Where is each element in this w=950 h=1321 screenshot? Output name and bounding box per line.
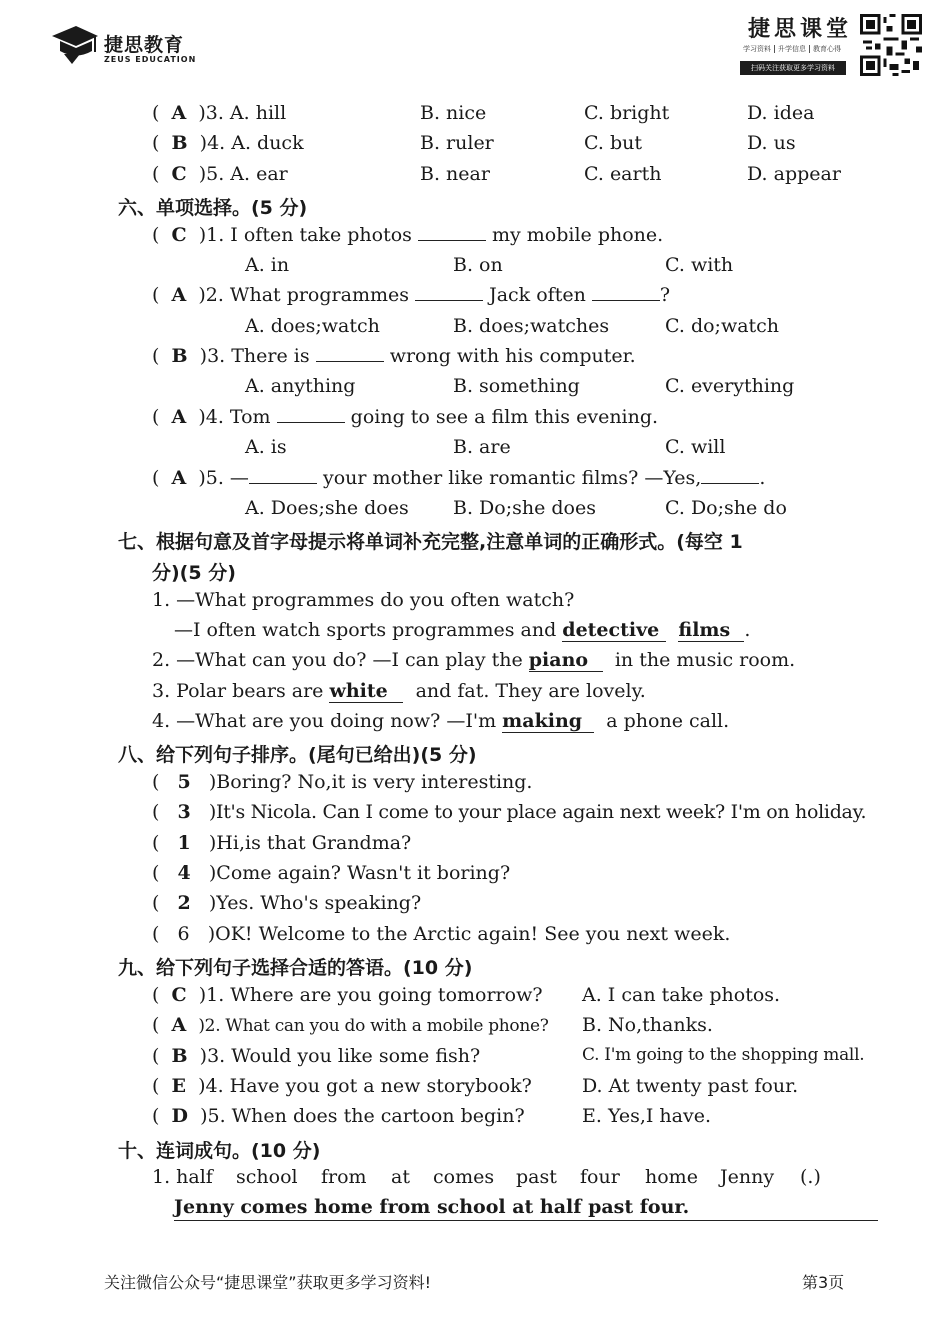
response-option: A. I can take photos. bbox=[582, 984, 781, 1006]
question-row: ( C )1. I often take photos my mobile phone. bbox=[152, 224, 664, 246]
question-row: ( A )2. What can you do with a mobile phone? bbox=[152, 1014, 549, 1036]
filled-word: piano bbox=[529, 649, 603, 672]
answer: 3 bbox=[177, 801, 191, 823]
option-b: B. nice bbox=[420, 102, 487, 124]
answer: 2 bbox=[177, 892, 191, 914]
option-c: C. will bbox=[665, 436, 726, 458]
response-option: E. Yes,I have. bbox=[582, 1105, 712, 1127]
question-text: )2. What can you do with a mobile phone? bbox=[198, 1016, 549, 1036]
blank bbox=[701, 482, 759, 484]
question-row: ( 3 )It's Nicola. Can I come to your place again next week? I'm on holiday. bbox=[152, 801, 867, 823]
question-text: )Come again? Wasn't it boring? bbox=[208, 862, 511, 884]
filled-word: white bbox=[329, 680, 403, 703]
filled-word: detective bbox=[562, 619, 666, 642]
answer: A bbox=[171, 467, 187, 489]
answer-sentence: Jenny comes home from school at half past four. bbox=[174, 1196, 690, 1218]
question-text: 1. —What programmes do you often watch? bbox=[152, 589, 575, 611]
question-text: )Boring? No,it is very interesting. bbox=[208, 771, 533, 793]
answer: E bbox=[171, 1075, 186, 1097]
section-10-title: 十、连词成句。(10 分) bbox=[118, 1140, 321, 1162]
question-text: )3. There is bbox=[199, 345, 310, 367]
question-row: ( A )4. Tom going to see a film this evening. bbox=[152, 406, 659, 428]
word: 1. half bbox=[152, 1166, 213, 1188]
option-c: C. do;watch bbox=[665, 315, 780, 337]
word: school bbox=[236, 1166, 298, 1188]
option-d: D. appear bbox=[747, 163, 841, 185]
option-c: C. with bbox=[665, 254, 734, 276]
answer: A bbox=[171, 1014, 187, 1036]
answer: 4 bbox=[177, 862, 191, 884]
answer: C bbox=[171, 224, 187, 246]
question-text: )5. — bbox=[198, 467, 249, 489]
section-6-title: 六、单项选择。(5 分) bbox=[118, 197, 308, 219]
brand-tag: 升学信息 bbox=[775, 45, 810, 53]
blank bbox=[316, 360, 384, 362]
logo-text-cn: 捷思教育 bbox=[104, 34, 185, 56]
question-text: . bbox=[759, 467, 766, 489]
answer: C bbox=[171, 984, 187, 1006]
response-option: D. At twenty past four. bbox=[582, 1075, 799, 1097]
question-text: a phone call. bbox=[606, 710, 730, 732]
word: (.) bbox=[800, 1166, 821, 1188]
option-b: B. something bbox=[453, 375, 580, 397]
question-row bbox=[152, 710, 729, 733]
question-text: )It's Nicola. Can I come to your place again next week? I'm on holiday. bbox=[208, 801, 867, 823]
question-row: ( C )1. Where are you going tomorrow? bbox=[152, 984, 543, 1006]
answer: 6 bbox=[177, 923, 190, 945]
question-text: )5. When does the cartoon begin? bbox=[200, 1105, 525, 1127]
question-text: . bbox=[744, 619, 751, 641]
section-9-title: 九、给下列句子选择合适的答语。(10 分) bbox=[118, 957, 473, 979]
option-b: B. are bbox=[453, 436, 511, 458]
question-text: )1. Where are you going tomorrow? bbox=[198, 984, 543, 1006]
question-row: ( 5 )Boring? No,it is very interesting. bbox=[152, 771, 533, 793]
footer-note: 关注微信公众号“捷思课堂”获取更多学习资料! bbox=[104, 1273, 431, 1292]
logo-text-en: ZEUS EDUCATION bbox=[104, 55, 197, 64]
option-b: B. does;watches bbox=[453, 315, 610, 337]
blank bbox=[415, 299, 483, 301]
question-text: 2. —What can you do? —I can play the bbox=[152, 649, 523, 671]
question-row: ( A )2. What programmes Jack often ? bbox=[152, 284, 671, 306]
option-b: B. ruler bbox=[420, 132, 494, 154]
question-row: ( 2 )Yes. Who's speaking? bbox=[152, 892, 422, 914]
option-d: D. idea bbox=[747, 102, 815, 124]
question-text: )4. Tom bbox=[198, 406, 271, 428]
question-text: )3. Would you like some fish? bbox=[199, 1045, 481, 1067]
question-text: 4. —What are you doing now? —I'm bbox=[152, 710, 497, 732]
question-row bbox=[152, 680, 646, 703]
qr-code-icon bbox=[860, 14, 922, 76]
option-a: A. in bbox=[245, 254, 290, 276]
question-row: ( 1 )Hi,is that Grandma? bbox=[152, 832, 412, 854]
question-row: ( B )4. A. duck bbox=[152, 132, 304, 154]
answer: B bbox=[171, 345, 188, 367]
word-bank bbox=[152, 1166, 213, 1188]
answer: 1 bbox=[177, 832, 191, 854]
option-d: D. us bbox=[747, 132, 796, 154]
question-text: )2. What programmes bbox=[198, 284, 409, 306]
question-text: )OK! Welcome to the Arctic again! See you next week. bbox=[207, 923, 731, 945]
section-8-title: 八、给下列句子排序。(尾句已给出)(5 分) bbox=[118, 744, 477, 766]
question-text: )3. A. hill bbox=[198, 102, 287, 124]
question-row: ( 6 )OK! Welcome to the Arctic again! See you next week. bbox=[152, 923, 731, 945]
blank bbox=[249, 482, 317, 484]
answer: B bbox=[171, 1045, 188, 1067]
option-a: A. Does;she does bbox=[245, 497, 409, 519]
answer: A bbox=[171, 406, 187, 428]
section-7-title-cont: 分)(5 分) bbox=[152, 562, 236, 584]
answer: D bbox=[171, 1105, 188, 1127]
question-text: )Yes. Who's speaking? bbox=[208, 892, 422, 914]
option-b: B. near bbox=[420, 163, 490, 185]
brand-tags bbox=[740, 44, 844, 54]
option-a: A. does;watch bbox=[245, 315, 380, 337]
question-text: in the music room. bbox=[614, 649, 796, 671]
question-text: )4. A. duck bbox=[199, 132, 304, 154]
question-text: and fat. They are lovely. bbox=[415, 680, 646, 702]
question-row: ( 4 )Come again? Wasn't it boring? bbox=[152, 862, 511, 884]
response-option: C. I'm going to the shopping mall. bbox=[582, 1045, 865, 1065]
question-text: 3. Polar bears are bbox=[152, 680, 324, 702]
section-7-title: 七、根据句意及首字母提示将单词补充完整,注意单词的正确形式。(每空 1 bbox=[118, 531, 743, 553]
option-c: C. earth bbox=[584, 163, 662, 185]
answer-line bbox=[174, 1220, 878, 1221]
filled-word: films bbox=[678, 619, 744, 642]
word: comes bbox=[433, 1166, 495, 1188]
question-row: ( D )5. When does the cartoon begin? bbox=[152, 1105, 525, 1127]
question-text: wrong with his computer. bbox=[389, 345, 636, 367]
question-row: ( B )3. There is wrong with his computer. bbox=[152, 345, 636, 367]
question-row: ( C )5. A. ear bbox=[152, 163, 288, 185]
question-text: Jack often bbox=[489, 284, 586, 306]
blank bbox=[592, 299, 660, 301]
question-text: )4. Have you got a new storybook? bbox=[198, 1075, 532, 1097]
word: home bbox=[645, 1166, 698, 1188]
question-text: )5. A. ear bbox=[198, 163, 288, 185]
question-text: ? bbox=[659, 284, 671, 306]
response-option: B. No,thanks. bbox=[582, 1014, 713, 1036]
question-row: ( E )4. Have you got a new storybook? bbox=[152, 1075, 532, 1097]
logo-mortarboard-icon bbox=[50, 24, 100, 64]
question-text: )Hi,is that Grandma? bbox=[208, 832, 412, 854]
question-row bbox=[152, 649, 795, 672]
word: at bbox=[391, 1166, 410, 1188]
word: from bbox=[321, 1166, 367, 1188]
option-c: C. everything bbox=[665, 375, 795, 397]
filled-word: making bbox=[502, 710, 594, 733]
blank bbox=[418, 239, 486, 241]
question-row: ( A )5. — your mother like romantic films? —Yes, . bbox=[152, 467, 766, 489]
question-text: your mother like romantic films? —Yes, bbox=[322, 467, 702, 489]
answer: C bbox=[171, 163, 187, 185]
question-row: ( B )3. Would you like some fish? bbox=[152, 1045, 481, 1067]
option-c: C. but bbox=[584, 132, 642, 154]
brand-bar: 扫码关注获取更多学习资料 bbox=[740, 61, 846, 75]
option-b: B. on bbox=[453, 254, 503, 276]
word: Jenny bbox=[720, 1166, 775, 1188]
brand-tag: 学习资料 bbox=[740, 45, 775, 53]
answer: 5 bbox=[177, 771, 191, 793]
option-c: C. Do;she do bbox=[665, 497, 787, 519]
brand-title: 捷思课堂 bbox=[748, 16, 853, 42]
word: past bbox=[516, 1166, 557, 1188]
option-a: A. is bbox=[245, 436, 287, 458]
question-text: going to see a film this evening. bbox=[350, 406, 659, 428]
question-text: —I often watch sports programmes and bbox=[174, 619, 557, 641]
option-c: C. bright bbox=[584, 102, 670, 124]
question-row bbox=[174, 619, 750, 642]
question-text: )1. I often take photos bbox=[198, 224, 412, 246]
option-b: B. Do;she does bbox=[453, 497, 596, 519]
blank bbox=[277, 421, 345, 423]
question-text: my mobile phone. bbox=[492, 224, 664, 246]
answer: B bbox=[171, 132, 188, 154]
brand-tag: 教育心得 bbox=[813, 45, 841, 53]
page-number: 第3页 bbox=[802, 1273, 845, 1292]
option-a: A. anything bbox=[245, 375, 356, 397]
question-row: ( A )3. A. hill bbox=[152, 102, 287, 124]
word: four bbox=[580, 1166, 620, 1188]
answer: A bbox=[171, 284, 187, 306]
answer: A bbox=[171, 102, 187, 124]
